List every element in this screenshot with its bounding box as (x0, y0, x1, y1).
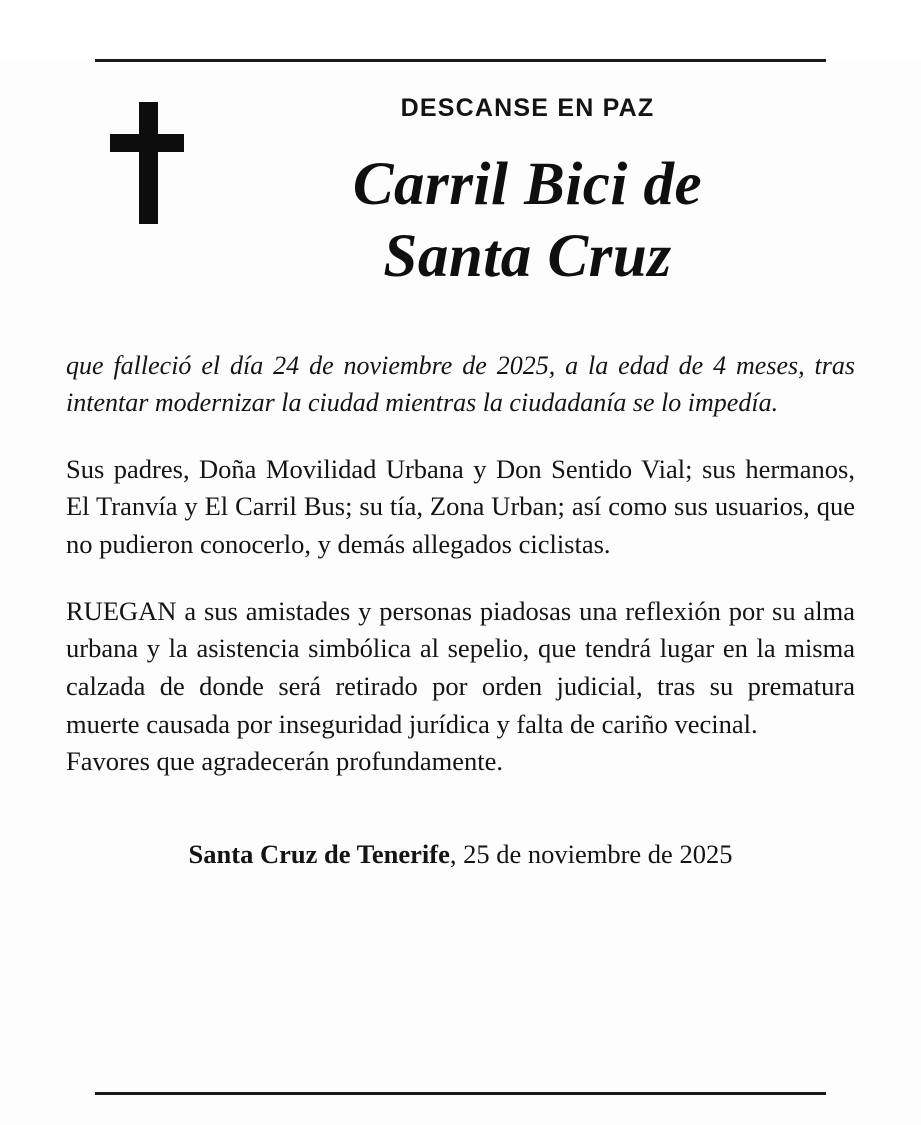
obituary-header (0, 62, 921, 293)
footer-date: , 25 de noviembre de 2025 (449, 838, 733, 869)
footer-place: Santa Cruz de Tenerife (188, 838, 450, 869)
deceased-name-line-1: Carril Bici de (352, 151, 703, 218)
thanks-paragraph: Favores que agradecerán profundamente. (66, 746, 504, 777)
cross-horizontal-bar (110, 134, 184, 152)
latin-cross-icon (110, 102, 184, 224)
plea-paragraph: RUEGAN a sus amistades y personas piadosas una reflexión por su alma urbana y la asistencia simbólica al sepelio, que tendrá lugar en la misma calzada de donde será retirado por orden judicial, tras su prematura muerte causada por inseguridad jurídica y falta de cariño vecinal. (66, 595, 855, 739)
rest-in-peace-heading: DESCANSE EN PAZ (400, 94, 655, 122)
bottom-divider (95, 1092, 826, 1095)
obituary-notice (0, 59, 921, 1125)
footer-line (66, 839, 855, 870)
cross-icon (62, 84, 232, 224)
page-title (232, 149, 823, 293)
death-details-paragraph: que falleció el día 24 de noviembre de 2025, a la edad de 4 meses, tras intentar modernizar la ciudad mientras la ciudadanía se lo impedía. (66, 350, 855, 418)
cross-vertical-bar (139, 102, 158, 224)
title-block (232, 84, 859, 293)
family-paragraph: Sus padres, Doña Movilidad Urbana y Don Sentido Vial; sus hermanos, El Tranvía y El Carril Bus; su tía, Zona Urban; así como sus usuarios, que no pudieron conocerlo, y demás allegados ciclistas. (66, 453, 855, 560)
obituary-body (0, 347, 921, 870)
deceased-name-line-2: Santa Cruz (383, 222, 672, 290)
